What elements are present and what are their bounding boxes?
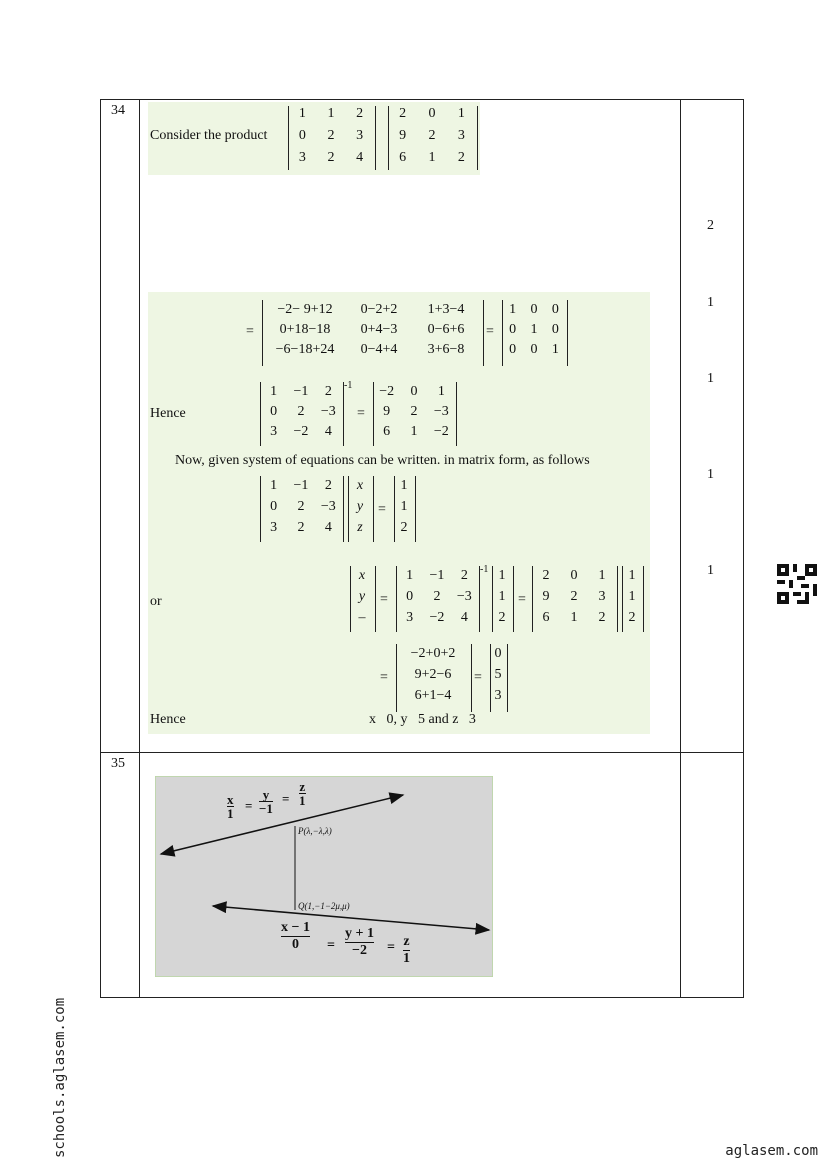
matrix-entry: 1 (270, 478, 278, 493)
matrix-entry: 1+3−4 (427, 302, 465, 317)
matrix-entry: 2 (297, 520, 305, 535)
marks-cell (681, 753, 744, 998)
matrix-entry: 0 (530, 302, 538, 317)
matrix-entry: 4 (460, 610, 468, 625)
skew-lines-figure: x 1 = y −1 = z 1 P(λ,−λ,λ) Q(1,−1−2μ,μ) x − 1 0 = y + 1 −2 = z 1 (155, 776, 493, 977)
matrix-entry: 2 (297, 404, 305, 419)
matrix-entry: −1 (293, 384, 309, 399)
matrix-entry: 2 (324, 384, 332, 399)
matrix-entry: 3 (406, 610, 414, 625)
sum-entries (396, 646, 470, 704)
matrix-entry: 2 (327, 128, 335, 143)
line2-eq-z: z 1 (403, 934, 410, 966)
matrix-entry: 1 (400, 478, 408, 493)
mark-value: 1 (707, 467, 714, 482)
matrix-entry: −3 (456, 589, 472, 604)
matrix-entry: −2 (429, 610, 445, 625)
matrix-entry: 6 (542, 610, 550, 625)
line2-eq-y: y + 1 −2 (345, 926, 374, 958)
matrix-entry: 0 (406, 589, 414, 604)
matrix-entry: 1 (327, 106, 335, 121)
or-label: or (150, 594, 162, 609)
matrix-entry: – (358, 610, 366, 625)
matrix-entry: 2 (433, 589, 441, 604)
matrix-entry: 6+1−4 (414, 688, 452, 703)
hence-label: Hence (150, 712, 186, 727)
matrix-entry: 9+2−6 (414, 667, 452, 682)
inverse-left-entries (260, 384, 342, 440)
matrix-entry: 0 (270, 499, 278, 514)
matrix-entry: 0−6+6 (427, 322, 465, 337)
question-number: 35 (101, 753, 140, 998)
matrix-entry: 3 (598, 589, 606, 604)
matrix-entry: 2 (598, 610, 606, 625)
matrix-entry: y (356, 499, 364, 514)
matrix-entry: 2 (410, 404, 418, 419)
matrix-entry: 1 (270, 384, 278, 399)
matrix-entry: x (356, 478, 364, 493)
matrix-entry: 1 (530, 322, 538, 337)
matrix-entry: 0 (270, 404, 278, 419)
matrix-entry: 2 (327, 150, 335, 165)
marks-cell (681, 100, 744, 753)
matrix-entry: 1 (498, 589, 506, 604)
line1-eq-z: z 1 (299, 779, 306, 808)
point-q-label: Q(1,−1−2μ,μ) (298, 901, 350, 911)
mark-value: 1 (707, 295, 714, 310)
matrix-entry: 3 (270, 424, 278, 439)
expanded-entries (264, 302, 480, 358)
matrix-entry: 0−4+4 (360, 342, 398, 357)
mark-value: 1 (707, 371, 714, 386)
matrix-entry: 9 (383, 404, 391, 419)
matrix-entry: −2 (433, 424, 449, 439)
matrix-entry: 6 (383, 424, 391, 439)
final-answer: x 0, y 5 and z 3 (369, 712, 476, 727)
matrix-entry: 2 (570, 589, 578, 604)
intro-text: Consider the product (150, 128, 268, 143)
matrix-entry: 0 (551, 322, 559, 337)
matrix-entry: 0−2+2 (360, 302, 398, 317)
matrix-entry: 6 (399, 150, 407, 165)
matrix-entry: −2 (293, 424, 309, 439)
matrix-a-entries (288, 106, 374, 166)
matrix-entry: 0 (509, 342, 517, 357)
matrix-entry: 0 (428, 106, 436, 121)
line2-eq-x: x − 1 0 (281, 920, 310, 952)
matrix-entry: 1 (498, 568, 506, 583)
matrix-entry: 4 (324, 424, 332, 439)
matrix-entry: 2 (297, 499, 305, 514)
matrix-entry: 1 (598, 568, 606, 583)
mark-value: 1 (707, 563, 714, 578)
matrix-entry: 4 (324, 520, 332, 535)
matrix-entry: 4 (356, 150, 364, 165)
matrix-entry: 3 (270, 520, 278, 535)
matrix-entry: 2 (400, 520, 408, 535)
matrix-entry: −2− 9+12 (277, 302, 333, 317)
matrix-b-entries (388, 106, 476, 166)
matrix-entry: −3 (320, 499, 336, 514)
matrix-entry: 0 (570, 568, 578, 583)
matrix-entry: 2 (457, 150, 465, 165)
side-watermark: schools.aglasem.com (52, 997, 68, 1158)
inverse-right-entries (373, 384, 455, 440)
matrix-entry: 1 (509, 302, 517, 317)
or-var-entries (350, 568, 374, 626)
matrix-entry: 3 (457, 128, 465, 143)
mark-value: 2 (707, 218, 714, 233)
matrix-entry: x (358, 568, 366, 583)
matrix-entry: 0+18−18 (279, 322, 331, 337)
matrix-entry: 1 (298, 106, 306, 121)
sentence-text: Now, given system of equations can be written. in matrix form, as follows (175, 453, 590, 468)
rhs-entries (394, 478, 414, 536)
matrix-entry: 1 (428, 150, 436, 165)
matrix-entry: 0+4−3 (360, 322, 398, 337)
question-number: 34 (101, 100, 140, 753)
matrix-entry: 1 (410, 424, 418, 439)
matrix-entry: 0 (551, 302, 559, 317)
identity-entries (502, 302, 566, 358)
matrix-entry: 0 (509, 322, 517, 337)
matrix-entry: 0 (530, 342, 538, 357)
matrix-entry: 2 (460, 568, 468, 583)
result-entries (490, 646, 506, 704)
matrix-entry: 3 (494, 688, 502, 703)
matrix-entry: 2 (356, 106, 364, 121)
matrix-entry: −3 (433, 404, 449, 419)
matrix-entry: 1 (400, 499, 408, 514)
matrix-entry: z (357, 520, 363, 535)
matrix-entry: 2 (628, 610, 636, 625)
point-p-label: P(λ,−λ,λ) (298, 826, 332, 836)
matrix-entry: 2 (324, 478, 332, 493)
matrix-entry: −2+0+2 (410, 646, 456, 661)
matrix-entry: 0 (410, 384, 418, 399)
line1-eq-y: y −1 (259, 787, 273, 816)
matrix-entry: 3+6−8 (427, 342, 465, 357)
matrix-entry: 2 (498, 610, 506, 625)
matrix-entry: −1 (429, 568, 445, 583)
matrix-entry: 2 (399, 106, 407, 121)
matrix-entry: 1 (628, 568, 636, 583)
or-coeff-entries (396, 568, 478, 626)
matrix-entry: 0 (298, 128, 306, 143)
matrix-entry: 3 (298, 150, 306, 165)
or-rhs-entries (492, 568, 512, 626)
matrix-entry: y (358, 589, 366, 604)
var-entries (348, 478, 372, 536)
coeff-entries (260, 478, 342, 536)
matrix-entry: 1 (406, 568, 414, 583)
matrix-entry: −2 (379, 384, 395, 399)
matrix-entry: 0 (494, 646, 502, 661)
footer-watermark: aglasem.com (725, 1143, 818, 1159)
matrix-entry: 9 (399, 128, 407, 143)
matrix-entry: 1 (437, 384, 445, 399)
line1-eq-x: x 1 (227, 792, 234, 821)
or-rhs2-entries (622, 568, 642, 626)
matrix-entry: 1 (628, 589, 636, 604)
or-inv-entries (532, 568, 616, 626)
matrix-entry: 3 (356, 128, 364, 143)
matrix-entry: 2 (542, 568, 550, 583)
matrix-entry: 1 (551, 342, 559, 357)
qr-code-icon (777, 564, 817, 604)
matrix-entry: 1 (457, 106, 465, 121)
matrix-entry: 2 (428, 128, 436, 143)
matrix-entry: 9 (542, 589, 550, 604)
matrix-entry: −1 (293, 478, 309, 493)
matrix-entry: −6−18+24 (275, 342, 335, 357)
hence-label: Hence (150, 406, 186, 421)
matrix-entry: 1 (570, 610, 578, 625)
matrix-entry: −3 (320, 404, 336, 419)
matrix-entry: 5 (494, 667, 502, 682)
